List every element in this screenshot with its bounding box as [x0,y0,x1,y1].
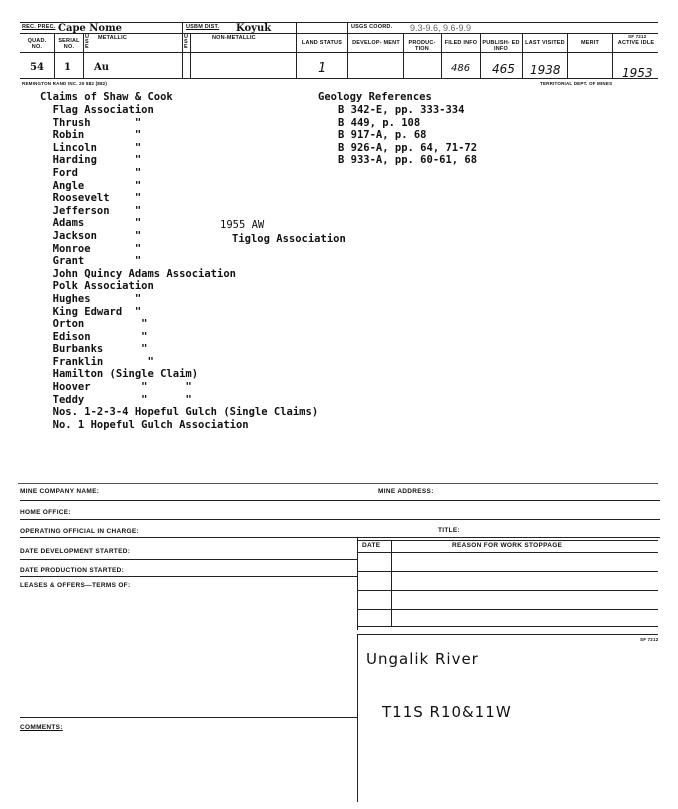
col-production: PRODUC- TION [408,40,436,52]
row-serial: 1 [64,62,71,73]
title-label: TITLE: [438,527,461,534]
col-merit: MERIT [580,40,600,46]
claim-item: Nos. 1-2-3-4 Hopeful Gulch (Single Claims) [40,406,319,419]
claim-item: Edison " [40,330,148,343]
claim-item: Thrush " [40,116,142,129]
claim-item: Angle " [40,179,142,192]
claim-item: Burbanks " [40,343,148,356]
col-metallic: METALLIC [98,35,127,41]
col-quad-no: QUAD. NO. [27,38,47,50]
note-1955-year: 1955 AW [220,219,265,231]
claim-item: Orton " [40,318,148,331]
row-published: 465 [492,62,515,76]
claim-item: Ford " [40,166,142,179]
claim-item: King Edward " [40,305,142,318]
geology-ref: B 449, p. 108 [338,116,421,129]
usgs-coord-label: USGS COORD. [351,24,393,30]
date-prod-started-label: DATE PRODUCTION STARTED: [20,567,125,574]
claims-title: Claims of Shaw & Cook [40,91,173,103]
date-column-label: DATE [362,542,381,549]
col-land-status: LAND STATUS [301,40,343,46]
usgs-coord-value: 9.3-9.6, 9.6-9.9 [410,23,472,33]
rec-prec-label: REC. PREC. [22,24,56,30]
printer-line: REMINGTON RAND INC. 20 882 (882) [22,81,108,86]
claim-item: John Quincy Adams Association [40,267,236,280]
claim-item: Hoover " " [40,381,192,394]
claim-item: Hughes " [40,292,142,305]
claim-item: Grant " [40,255,142,268]
claims-list [40,104,318,431]
claim-item: No. 1 Hopeful Gulch Association [40,418,249,431]
col-last-visited: LAST VISITED [525,40,565,46]
col-published-info: PUBLISH- ED INFO [482,40,520,52]
col-development: DEVELOP- MENT [352,40,400,46]
leases-label: LEASES & OFFERS—TERMS OF: [20,582,131,589]
handwritten-river: Ungalik River [366,650,479,668]
mine-company-name-label: MINE COMPANY NAME: [20,488,100,495]
col-serial-no: SERIAL NO. [58,38,80,50]
claim-item: Jackson " [40,229,142,242]
row-metallic: Au [94,62,110,73]
form-number: SF 7212 [628,34,647,39]
claim-item: Roosevelt " [40,192,142,205]
col-non-metallic: NON-METALLIC [212,35,256,41]
home-office-label: HOME OFFICE: [20,509,71,516]
rec-prec-value: Cape Nome [58,23,123,34]
claim-item: Lincoln " [40,141,142,154]
date-dev-started-label: DATE DEVELOPMENT STARTED: [20,548,131,555]
territorial-dept: TERRITORIAL DEPT. OF MINES [540,81,613,86]
row-land-status: 1 [318,61,327,76]
note-1955-text: Tiglog Association [232,233,346,245]
col-use: U S E [85,34,90,50]
col-active-idle: ACTIVE IDLE [617,40,655,46]
claim-item: Flag Association [40,104,154,116]
row-last-visited: 1938 [530,63,561,77]
claim-item: Monroe " [40,242,142,255]
operating-official-label: OPERATING OFFICIAL IN CHARGE: [20,528,139,535]
claim-item: Robin " [40,129,142,142]
geology-ref: B 933-A, pp. 60-61, 68 [338,154,478,167]
claim-item: Polk Association [40,280,154,293]
col-filed-info: FILED INFO [444,40,478,46]
geology-ref: B 917-A, p. 68 [338,129,427,142]
geology-ref: B 926-A, pp. 64, 71-72 [338,141,478,154]
usbm-dist-label: USBM DIST. [186,24,220,30]
claim-item: Hamilton (Single Claim) [40,368,199,381]
geology-ref: B 342-E, pp. 333-334 [338,104,465,116]
geology-list [338,104,477,167]
handwritten-township: T11S R10&11W [382,703,512,721]
claim-item: Adams " [40,217,142,230]
geology-title: Geology References [318,91,432,103]
claim-item: Jefferson " [40,204,142,217]
mine-address-label: MINE ADDRESS: [378,488,434,495]
form-number-2: SF 7212 [640,637,659,642]
claim-item: Franklin " [40,355,154,368]
comments-label: COMMENTS: [20,724,63,731]
claim-item: Harding " [40,154,142,167]
col-use-2: U S E [184,34,189,50]
row-quad: 54 [30,62,44,73]
reason-column-label: REASON FOR WORK STOPPAGE [452,542,563,549]
usbm-dist-value: Koyuk [236,23,272,34]
claim-item: Teddy " " [40,393,192,406]
row-filed: 486 [451,63,471,74]
row-active: 1953 [622,66,653,80]
